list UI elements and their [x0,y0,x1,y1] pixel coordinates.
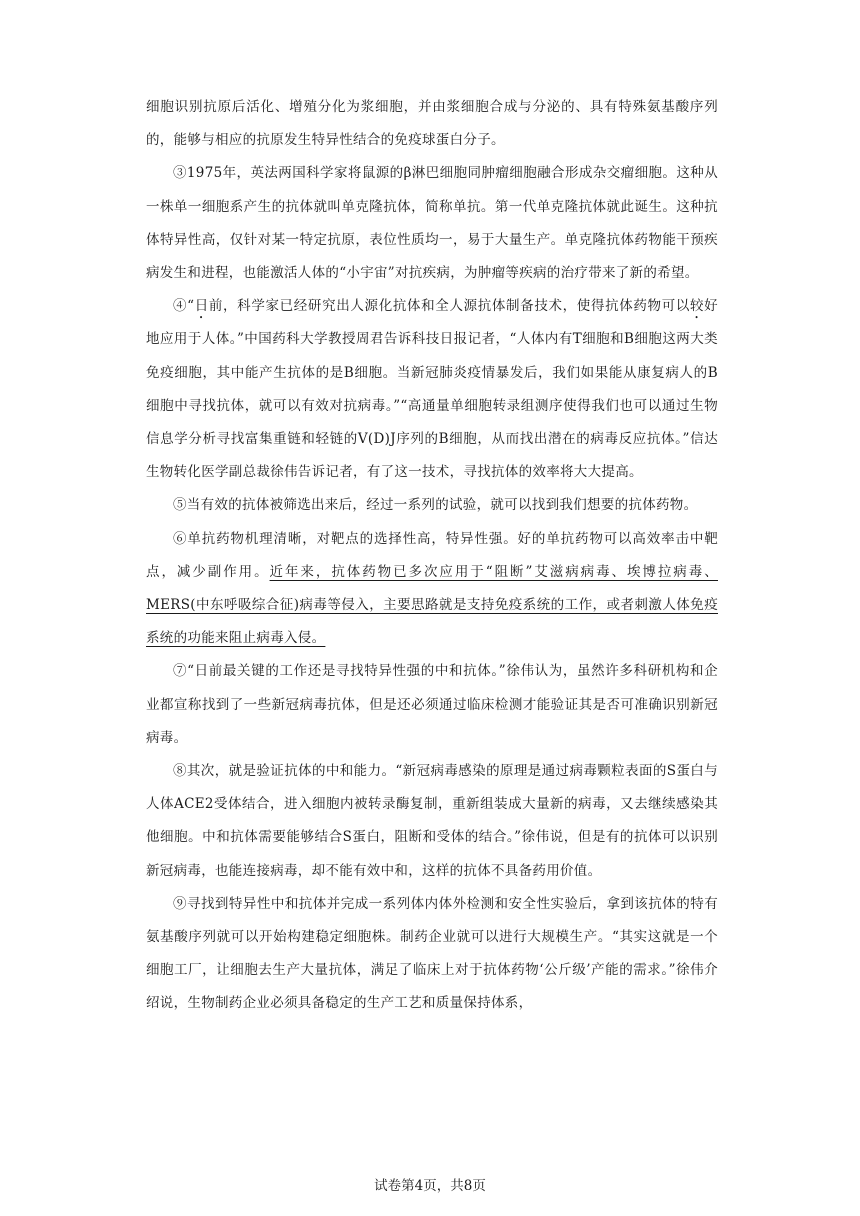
paragraph-text: 细胞识别抗原后活化、增殖分化为浆细胞，并由浆细胞合成与分泌的、具有特殊氨基酸序列的，能够与相应的抗原发生特异性结合的免疫球蛋白分子。 [146,99,718,149]
paragraph [146,157,718,290]
paragraph [146,755,718,888]
paragraph-text: 前，科学家已经研究出人源化抗体和全人源抗体制备技术，使得抗体药物可以 [208,298,691,315]
paragraph [146,290,718,489]
paragraph-text: ⑧其次，就是验证抗体的中和能力。“新冠病毒感染的原理是通过病毒颗粒表面的S蛋白与人体ACE2受体结合，进入细胞内被转录酶复制，重新组装成大量新的病毒，又去继续感染其他细胞。中和抗体需要能够结合S蛋白，阻断和受体的结合。”徐伟说，但是有的抗体可以识别新冠病毒，也能连接病毒，却不能有效中和，这样的抗体不具备药用价值。 [146,763,718,879]
paragraph-text: ⑥单抗药物机理清晰，对靶点的选择性高，特异性强。好的单抗药物可以高效率击中靶点，减少副作用。 [146,530,718,580]
emphasis-dot-char: 日 [194,298,209,315]
paragraph-text: ⑦“日前最关键的工作还是寻找特异性强的中和抗体。”徐伟认为，虽然许多科研机构和企业都宣称找到了一些新冠病毒抗体，但是还必须通过临床检测才能验证其是否可准确识别新冠病毒。 [146,663,718,746]
paragraph-text: ④“ [173,298,195,315]
underlined-sentence: 近年来，抗体药物已多次应用于“阻断”艾滋病病毒、埃博拉病毒、MERS(中东呼吸综合征)病毒等侵入，主要思路就是支持免疫系统的工作，或者刺激人体免疫系统的功能来阻止病毒入侵。 [146,563,718,647]
paragraph [146,888,718,1021]
paragraph-text: 好地应用于人体。”中国药科大学教授周君告诉科技日报记者，“人体内有T细胞和B细胞这两大类免疫细胞，其中能产生抗体的是B细胞。当新冠肺炎疫情暴发后，我们如果能从康复病人的B细胞中寻找抗体，就可以有效对抗病毒。”“高通量单细胞转录组测序使得我们也可以通过生物信息学分析寻找富集重链和轻链的V(D)J序列的B细胞，从而找出潜在的病毒反应抗体。”信达生物转化医学副总裁徐伟告诉记者，有了这一技术，寻找抗体的效率将大大提高。 [146,298,718,481]
paragraph-text: ⑤当有效的抗体被筛选出来后，经过一系列的试验，就可以找到我们想要的抗体药物。 [173,497,698,514]
paragraph [146,489,718,522]
paragraph-text: ③1975年，英法两国科学家将鼠源的β淋巴细胞同肿瘤细胞融合形成杂交瘤细胞。这种从一株单一细胞系产生的抗体就叫单克隆抗体，简称单抗。第一代单克隆抗体就此诞生。这种抗体特异性高，仅针对某一特定抗原，表位性质均一，易于大量生产。单克隆抗体药物能干预疾病发生和进程，也能激活人体的“小宇宙”对抗疾病，为肿瘤等疾病的治疗带来了新的希望。 [146,165,718,282]
emphasis-dot-char: 较 [690,298,705,315]
paragraph-text: ⑨寻找到特异性中和抗体并完成一系列体内体外检测和安全性实验后，拿到该抗体的特有氨基酸序列就可以开始构建稳定细胞株。制药企业就可以进行大规模生产。“其实这就是一个细胞工厂，让细胞去生产大量抗体，满足了临床上对于抗体药物‘公斤级’产能的需求。”徐伟介绍说，生物制药企业必须具备稳定的生产工艺和质量保持体系， [146,895,718,1012]
paragraph [146,91,718,157]
paragraph [146,523,718,656]
article-body [146,91,718,1021]
paragraph [146,655,718,755]
page-footer: 试卷第4页，共8页 [374,1178,486,1194]
